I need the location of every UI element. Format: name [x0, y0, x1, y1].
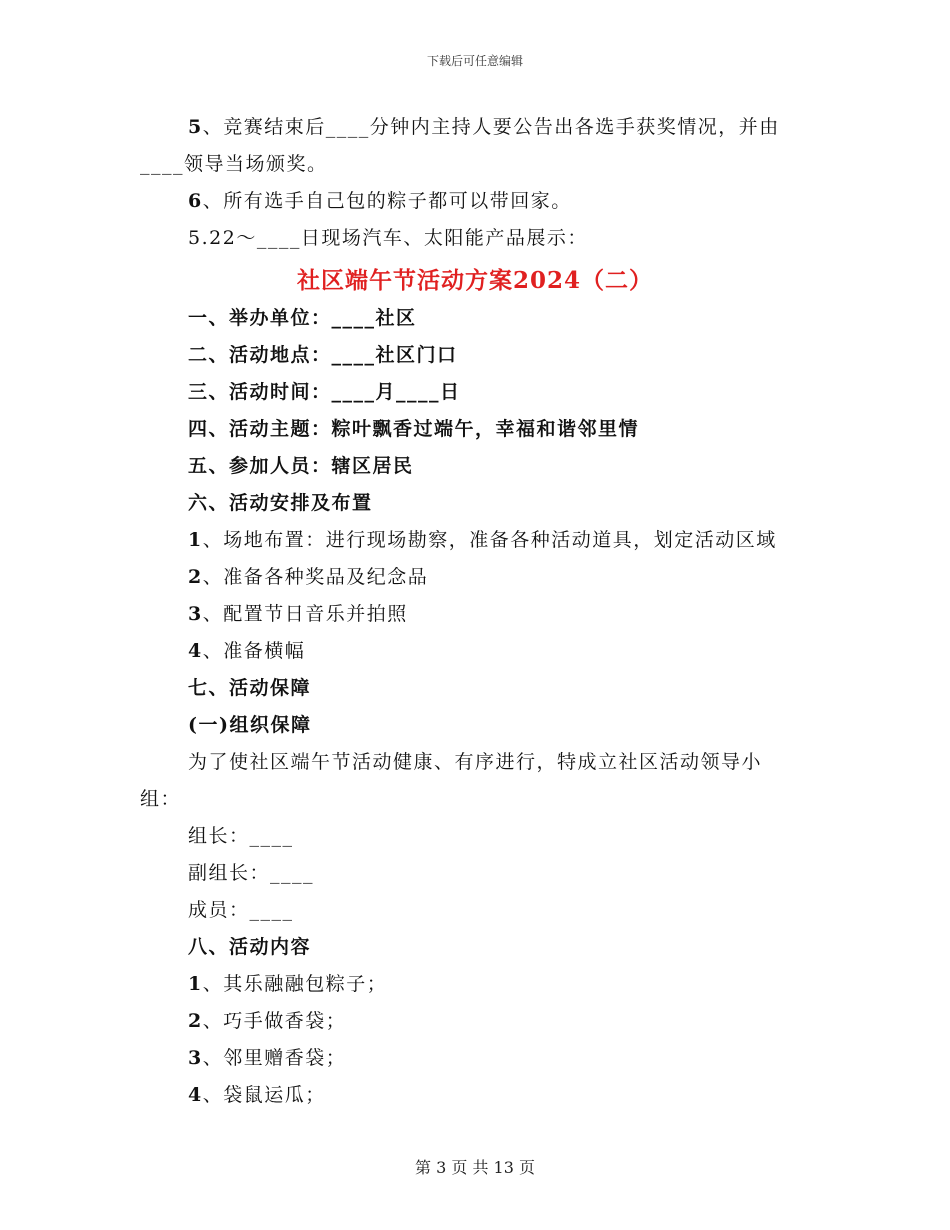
item-text: 、其乐融融包粽子； [202, 973, 388, 995]
list-item [188, 601, 408, 627]
item-number: 3 [188, 1047, 203, 1069]
item-text: ～____日现场汽车、太阳能产品展示： [236, 227, 588, 249]
leader-line: 组长：____ [188, 825, 294, 847]
item-number: 3 [188, 603, 203, 625]
paragraph-line [188, 225, 588, 251]
vice-leader-line: 副组长：____ [188, 862, 315, 884]
list-item [188, 1008, 346, 1034]
item-number: 6 [188, 190, 203, 212]
page-number: 第 3 页 共 13 页 [415, 1158, 535, 1177]
list-item [188, 564, 428, 590]
item-text: 、巧手做香袋； [202, 1010, 347, 1032]
item-text: 、准备横幅 [202, 640, 306, 662]
item-text: 、邻里赠香袋； [202, 1047, 347, 1069]
section-heading: 六、活动安排及布置 [188, 492, 373, 514]
item-text: 、准备各种奖品及纪念品 [202, 566, 429, 588]
item-text: ____领导当场颁奖。 [140, 153, 328, 175]
section-heading: 五、参加人员：辖区居民 [188, 455, 414, 477]
item-number: 4 [188, 640, 203, 662]
list-item [188, 971, 387, 997]
section-heading: 七、活动保障 [188, 677, 312, 699]
list-item [188, 1045, 346, 1071]
member-line: 成员：____ [188, 899, 294, 921]
section-heading: 四、活动主题：粽叶飘香过端午，幸福和谐邻里情 [188, 418, 640, 440]
section-heading: 三、活动时间：____月____日 [188, 381, 461, 403]
item-number: 2 [188, 1010, 203, 1032]
paragraph-line: 组： [140, 788, 182, 810]
paragraph-line [188, 188, 572, 214]
section-heading: 二、活动地点：____社区门口 [188, 344, 458, 366]
paragraph-line: 为了使社区端午节活动健康、有序进行，特成立社区活动领导小 [188, 751, 763, 773]
paragraph-line [140, 151, 328, 177]
item-number: 5.22 [188, 227, 237, 249]
paragraph-line [188, 114, 780, 140]
item-text: 、所有选手自己包的粽子都可以带回家。 [202, 190, 572, 212]
item-number: 4 [188, 1084, 203, 1106]
list-item [188, 1082, 326, 1108]
item-text: 、场地布置：进行现场勘察，准备各种活动道具，划定活动区域 [202, 529, 777, 551]
item-text: 、袋鼠运瓜； [202, 1084, 326, 1106]
item-number: 1 [188, 973, 203, 995]
subsection-heading: (一)组织保障 [188, 714, 312, 736]
item-number: 1 [188, 529, 203, 551]
section-heading: 一、举办单位：____社区 [188, 307, 417, 329]
document-title: 社区端午节活动方案2024（二） [296, 267, 653, 294]
item-text: 、竞赛结束后____分钟内主持人要公告出各选手获奖情况，并由 [202, 116, 780, 138]
section-heading: 八、活动内容 [188, 936, 312, 958]
item-text: 、配置节日音乐并拍照 [202, 603, 408, 625]
header-note: 下载后可任意编辑 [426, 54, 523, 68]
list-item [188, 527, 777, 553]
item-number: 2 [188, 566, 203, 588]
list-item [188, 638, 305, 664]
item-number: 5 [188, 116, 203, 138]
